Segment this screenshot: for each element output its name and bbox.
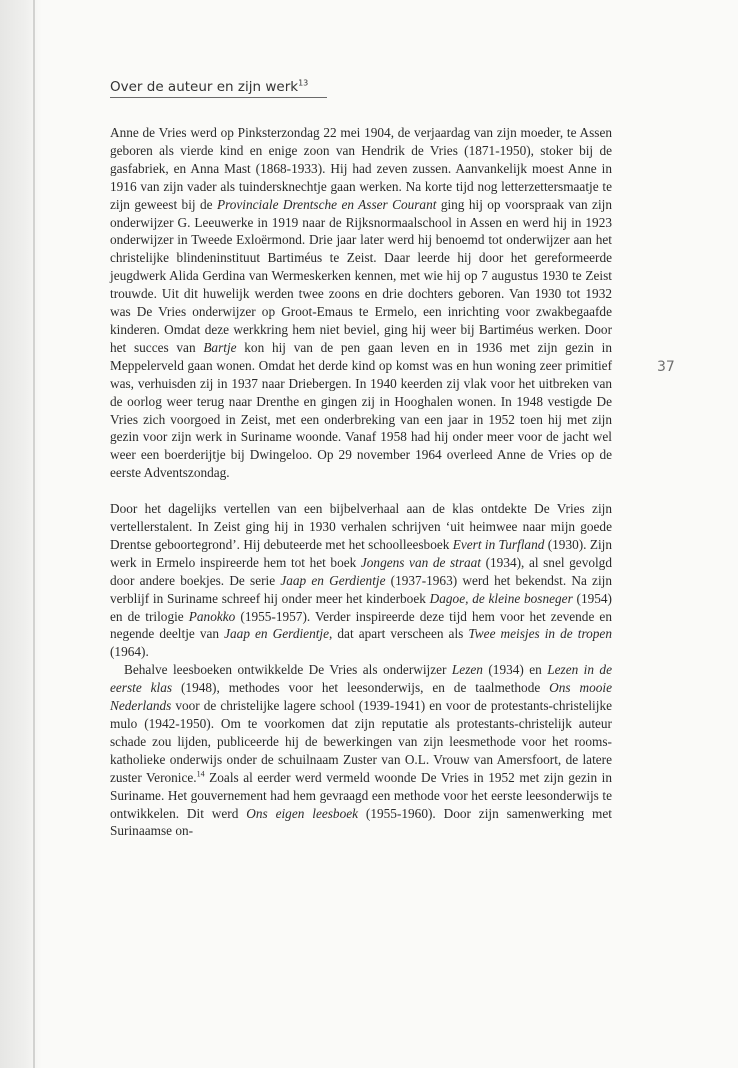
text-run: (1930). Zijn werk in Ermelo inspireerde hem tot het boek xyxy=(110,536,612,570)
text-run: kon hij van de pen gaan leven en in 1936 met zijn gezin in Meppelerveld gaan wonen. Omdat het derde kind op komst was en hun woning zeer primitief was, verhuisden zij in 1937 naar Driebergen. In 1940 keerden zij vlak voor het uitbreken van de oorlog weer terug naar Drenthe en gingen zij in Hooghalen wonen. In 1948 vestigde De Vries zich voorgoed in Zeist, met een onderbreking van een jaar in 1952 toen hij met zijn gezin voor zijn werk in Suriname woonde. Vanaf 1958 had hij onder meer voor de jacht wel weer een boerderijtje bij Dwingeloo. Op 29 november 1964 overleed Anne de Vries op de eerste Adventszondag. xyxy=(110,339,612,481)
text-run: Behalve leesboeken ontwikkelde De Vries als onderwijzer xyxy=(124,662,452,678)
book-title: Bartje xyxy=(203,339,237,355)
text-run: (1954) en de trilogie xyxy=(110,590,612,624)
heading-footnote-ref: 13 xyxy=(298,78,309,88)
book-title: Lezen xyxy=(451,662,483,678)
text-run: voor de christelijke lagere school (1939-1941) en voor de protestants-christelijke mulo (1942-1950). Om te voorkomen dat zijn reputatie als protestants-christelijk auteur schade zou lijden, publiceerde hij de bewerkingen van zijn leesmethode voor het rooms-katholieke onderwijs onder de schuilnaam Zuster van O.L. Vrouw van Amersfoort, de latere zuster Veronice. xyxy=(110,698,612,785)
paragraph-biography xyxy=(110,124,612,482)
book-title: Jaap en Gerdientje xyxy=(224,626,330,642)
paragraph-methods xyxy=(110,661,612,840)
text-run: Door het dagelijks vertellen van een bijbelverhaal aan de klas ontdekte De Vries zijn vertellerstalent. In Zeist ging hij in 1930 verhalen schrijven ‘uit heimwee naar mijn goede Drentse geboortegrond’. Hij debuteerde met het schoolleesboek xyxy=(110,501,612,552)
text-run: (1934), al snel gevolgd door andere boekjes. De serie xyxy=(110,554,612,588)
book-title: Jongens van de straat xyxy=(360,554,481,570)
section-heading xyxy=(110,78,327,98)
book-title: Ons mooie Nederlands xyxy=(110,680,613,714)
book-title: Panokko xyxy=(188,608,236,624)
text-run: (1955-1960). Door zijn samenwerking met Surinaamse on- xyxy=(110,805,612,839)
book-title: Lezen in de eerste klas xyxy=(110,662,612,696)
page-binding-shadow xyxy=(0,0,42,1068)
book-title: Ons eigen leesboek xyxy=(246,805,359,821)
page-number: 37 xyxy=(657,359,675,375)
text-run: (1955-1957). Verder inspireerde deze tijd hem voor het zevende en negende deeltje van xyxy=(110,608,612,642)
footnote-ref: 14 xyxy=(196,769,205,779)
book-title: Dagoe, de kleine bosneger xyxy=(429,590,573,606)
text-run: , dat apart verscheen als xyxy=(329,626,469,642)
book-title: Provinciale Drentsche en Asser Courant xyxy=(216,196,437,212)
book-page xyxy=(110,78,612,840)
text-run: (1948), methodes voor het leesonderwijs, en de taalmethode xyxy=(172,680,550,696)
section-heading-text: Over de auteur en zijn werk xyxy=(110,79,299,95)
book-title: Twee meisjes in de tropen xyxy=(468,626,612,642)
text-run: (1934) en xyxy=(482,662,548,678)
text-run: ging hij op voorspraak van zijn onderwijzer G. Leeuwerke in 1919 naar de Rijksnormaalschool in Assen en werd hij in 1923 onderwijzer in Tweede Exloërmond. Drie jaar later werd hij benoemd tot onderwijzer aan het christelijke blindeninstituut Bartiméus te Zeist. Daar leerde hij door het gereformeerde jeugdwerk Alida Gerdina van Wermeskerken kennen, met wie hij op 7 augustus 1930 te Zeist trouwde. Uit dit huwelijk werden twee zoons en drie dochters geboren. Van 1930 tot 1932 was De Vries onderwijzer op Groot-Emaus te Ermelo, een inrichting voor zwakbegaafde kinderen. Omdat deze werkkring hem niet beviel, ging hij weer bij Bartiméus werken. Door het succes van xyxy=(110,196,612,355)
text-run: Anne de Vries werd op Pinksterzondag 22 mei 1904, de verjaardag van zijn moeder, te Assen geboren als vierde kind en enige zoon van Hendrik de Vries (1871-1950), stoker bij de gasfabriek, en Anna Mast (1868-1933). Hij had zeven zussen. Aanvankelijk moest Anne in 1916 van zijn vader als tuindersknechtje gaan werken. Na korte tijd nog letterzettersmaatje te zijn geweest bij de xyxy=(110,125,612,212)
text-run: Zoals al eerder werd vermeld woonde De Vries in 1952 met zijn gezin in Suriname. Het gouvernement had hem gevraagd een methode voor het eerste leesonderwijs te ontwikkelen. Dit werd xyxy=(110,769,612,821)
paragraph-works xyxy=(110,500,612,661)
book-title: Jaap en Gerdientje xyxy=(280,572,386,588)
page-binding-edge xyxy=(33,0,35,1068)
book-title: Evert in Turfland xyxy=(452,536,545,552)
text-run: (1964). xyxy=(110,644,149,660)
text-run: (1937-1963) werd het bekendst. Na zijn verblijf in Suriname schreef hij onder meer het kinderboek xyxy=(110,572,612,606)
